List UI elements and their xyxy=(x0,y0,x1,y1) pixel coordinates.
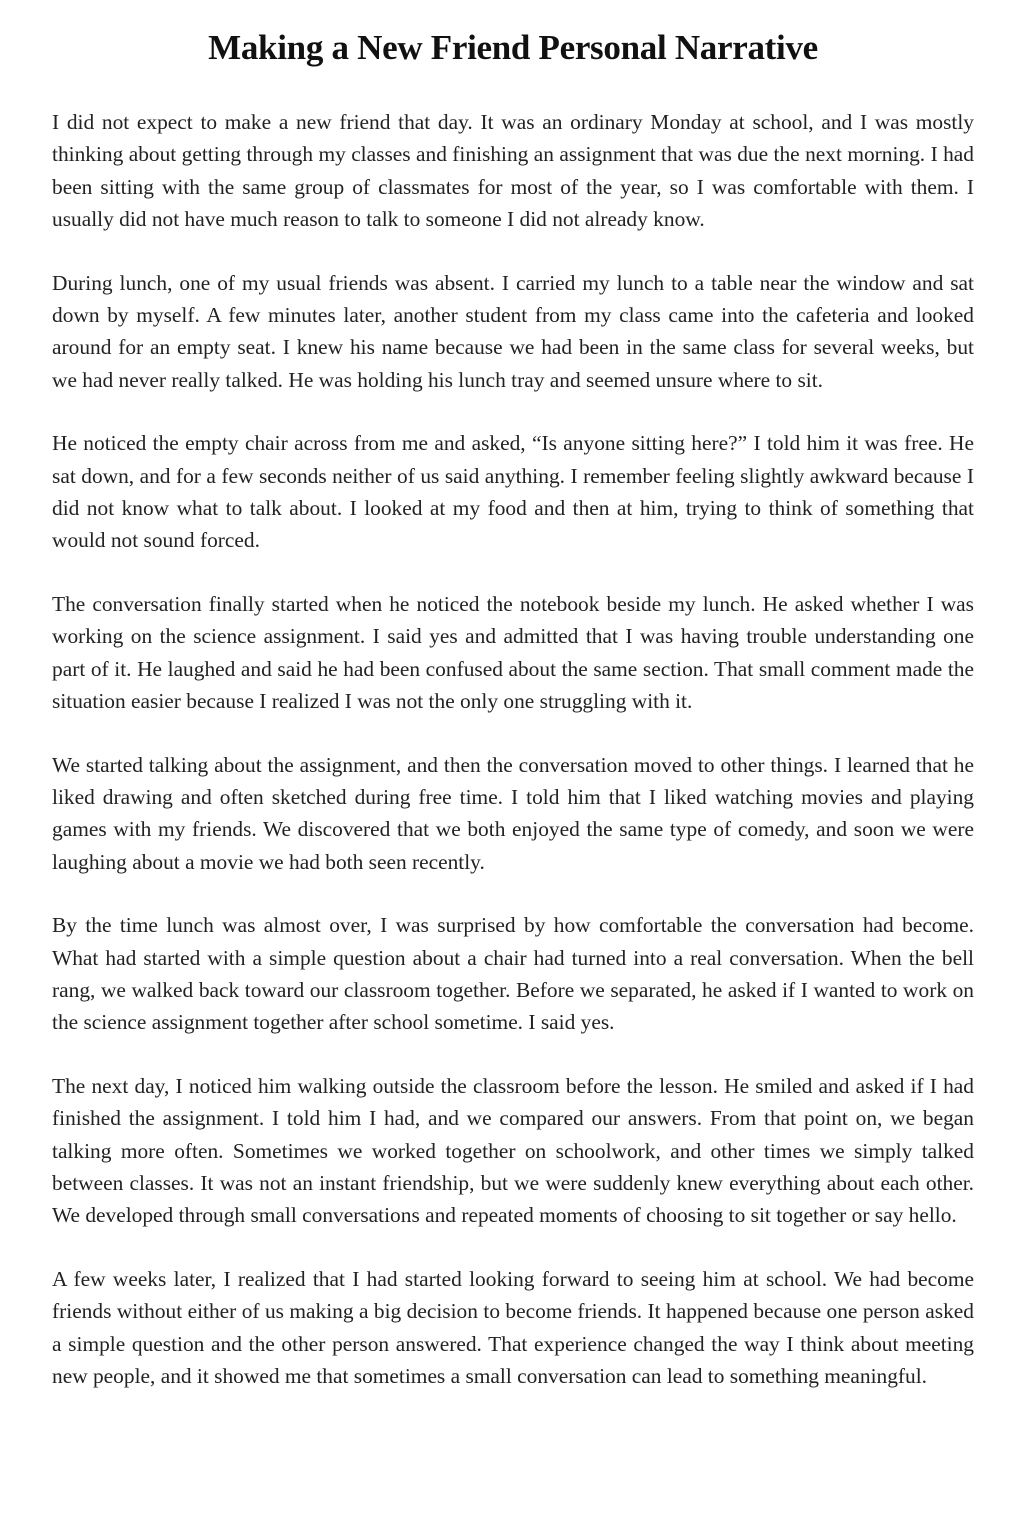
paragraph-4: The conversation finally started when he noticed the notebook beside my lunch. He asked whether I was working on the science assignment. I said yes and admitted that I was having trouble understanding one part of it. He laughed and said he had been confused about the same section. That small comment made the situation easier because I realized I was not the only one struggling with it. xyxy=(52,591,974,714)
paragraph-6: By the time lunch was almost over, I was surprised by how comfortable the conversation had become. What had started with a simple question about a chair had turned into a real conversation. When the bell rang, we walked back toward our classroom together. Before we separated, he asked if I wanted to work on the science assignment together after school sometime. I said yes. xyxy=(52,913,974,1035)
paragraph-8: A few weeks later, I realized that I had started looking forward to seeing him at school. We had become friends without either of us making a big decision to become friends. It happened because one person asked a simple question and the other person answered. That experience changed the way I think about meeting new people, and it showed me that sometimes a small conversation can lead to something meaningful. xyxy=(52,1266,974,1388)
document-title: Making a New Friend Personal Narrative xyxy=(208,28,818,67)
paragraph-7: The next day, I noticed him walking outside the classroom before the lesson. He smiled and asked if I had finished the assignment. I told him I had, and we compared our answers. From that point on, we began talking more often. Sometimes we worked together on schoolwork, and other times we simply talked between classes. It was not an instant friendship, but we were suddenly knew everything about each other. We developed through small conversations and repeated moments of choosing to sit together or say hello. xyxy=(52,1073,974,1228)
document-page xyxy=(52,0,974,1536)
paragraph-1: I did not expect to make a new friend that day. It was an ordinary Monday at school, and I was mostly thinking about getting through my classes and finishing an assignment that was due the next morning. I had been sitting with the same group of classmates for most of the year, so I was comfortable with them. I usually did not have much reason to talk to someone I did not already know. xyxy=(52,110,974,232)
paragraph-3: He noticed the empty chair across from me and asked, “Is anyone sitting here?” I told him it was free. He sat down, and for a few seconds neither of us said anything. I remember feeling slightly awkward because I did not know what to talk about. I looked at my food and then at him, trying to think of something that would not sound forced. xyxy=(52,431,974,553)
document-body xyxy=(52,106,974,1392)
paragraph-5: We started talking about the assignment, and then the conversation moved to other things. I learned that he liked drawing and often sketched during free time. I told him that I liked watching movies and playing games with my friends. We discovered that we both enjoyed the same type of comedy, and soon we were laughing about a movie we had both seen recently. xyxy=(52,752,974,874)
paragraph-2: During lunch, one of my usual friends was absent. I carried my lunch to a table near the window and sat down by myself. A few minutes later, another student from my class came into the cafeteria and looked around for an empty seat. I knew his name because we had been in the same class for several weeks, but we had never really talked. He was holding his lunch tray and seemed unsure where to sit. xyxy=(52,270,974,392)
